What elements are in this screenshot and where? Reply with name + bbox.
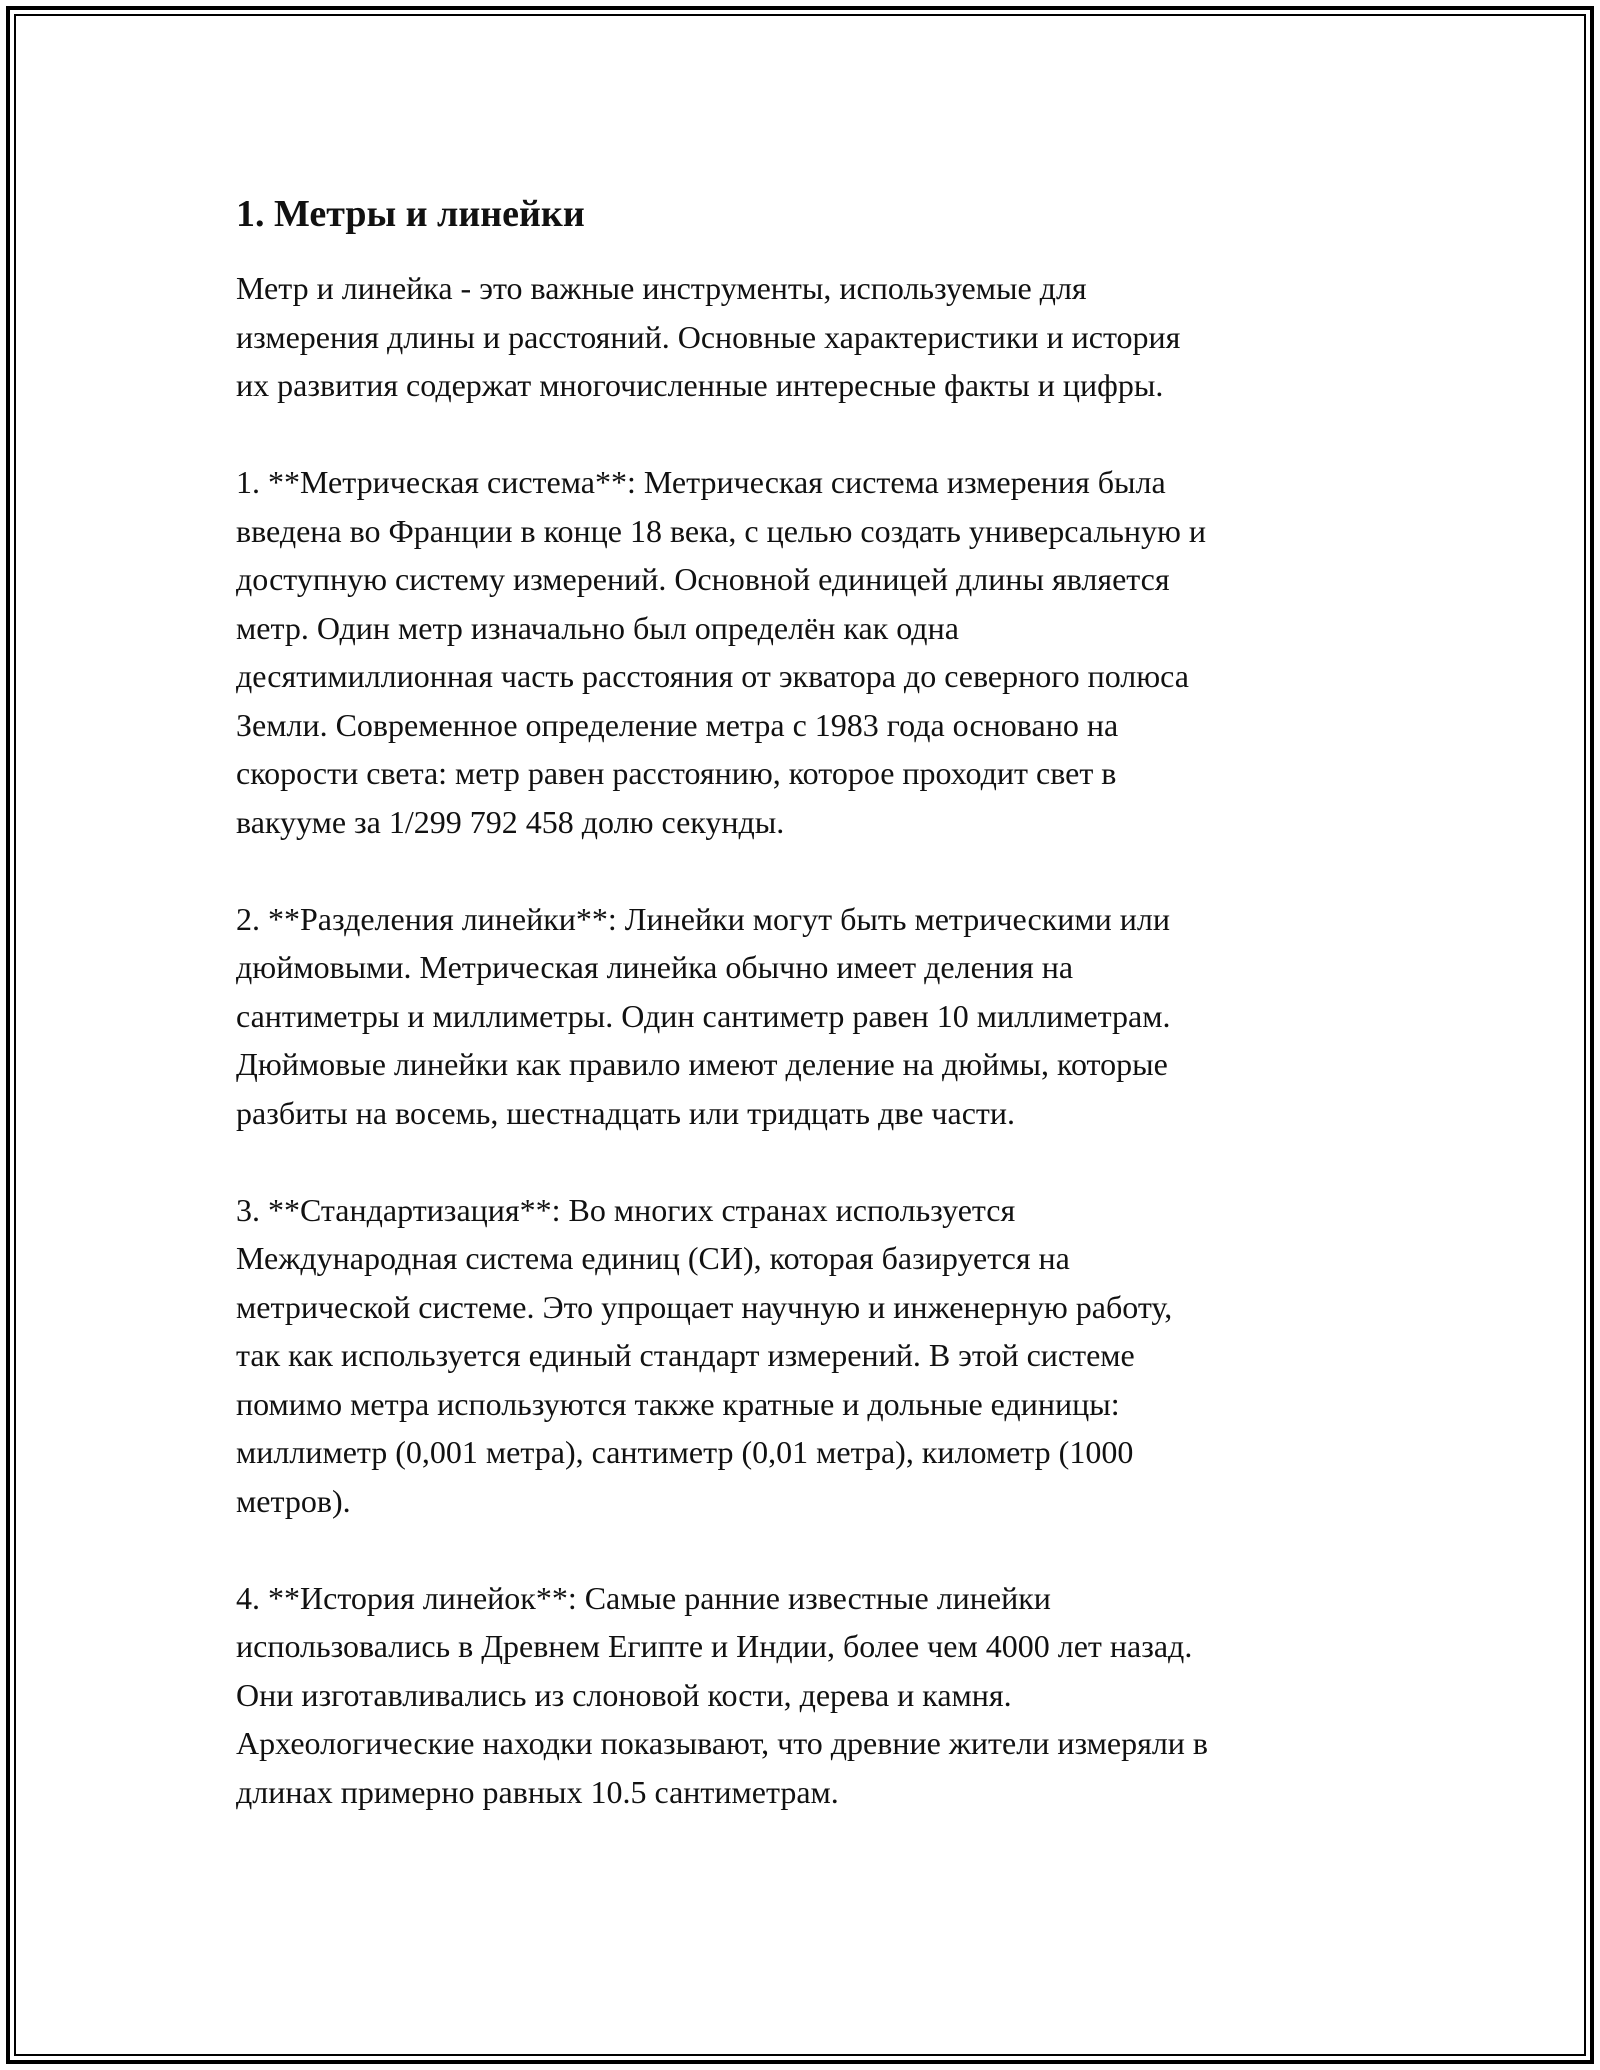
ruler-divisions-paragraph: 2. **Разделения линейки**: Линейки могут быть метрическими или дюймовыми. Метрическая линейка обычно имеет деления на сантиметры и миллиметры. Один сантиметр равен 10 миллиметрам. Дюймовые линейки как правило имеют деление на дюймы, которые разбиты на восемь, шестнадцать или тридцать две части. bbox=[236, 900, 1171, 1131]
document-title: 1. Метры и линейки bbox=[236, 193, 585, 235]
standardization-paragraph: 3. **Стандартизация**: Во многих странах используется Международная система единиц (СИ), которая базируется на метрической системе. Это упрощает научную и инженерную работу, так как используется единый стандарт измерений. В этой системе помимо метра используются также кратные и дольные единицы: миллиметр (0,001 метра), сантиметр (0,01 метра), километр (1000 метров). bbox=[236, 1191, 1173, 1519]
ruler-history-paragraph: 4. **История линейок**: Самые ранние известные линейки использовались в Древнем Египте и Индии, более чем 4000 лет назад. Они изготавливались из слоновой кости, дерева и камня. Археологические находки показывают, что древние жители измеряли в длинах примерно равных 10.5 сантиметрам. bbox=[236, 1579, 1209, 1810]
metric-system-paragraph: 1. **Метрическая система**: Метрическая система измерения была введена во Франции в конце 18 века, с целью создать универсальную и доступную систему измерений. Основной единицей длины является метр. Один метр изначально был определён как одна десятимиллионная часть расстояния от экватора до северного полюса Земли. Современное определение метра с 1983 года основано на скорости света: метр равен расстоянию, которое проходит свет в вакууме за 1/299 792 458 долю секунды. bbox=[236, 464, 1207, 840]
document-body bbox=[236, 186, 1366, 1865]
intro-paragraph: Метр и линейка - это важные инструменты, используемые для измерения длины и расстояний. Основные характеристики и история их развития содержат многочисленные интересные факты и цифры. bbox=[236, 270, 1181, 403]
